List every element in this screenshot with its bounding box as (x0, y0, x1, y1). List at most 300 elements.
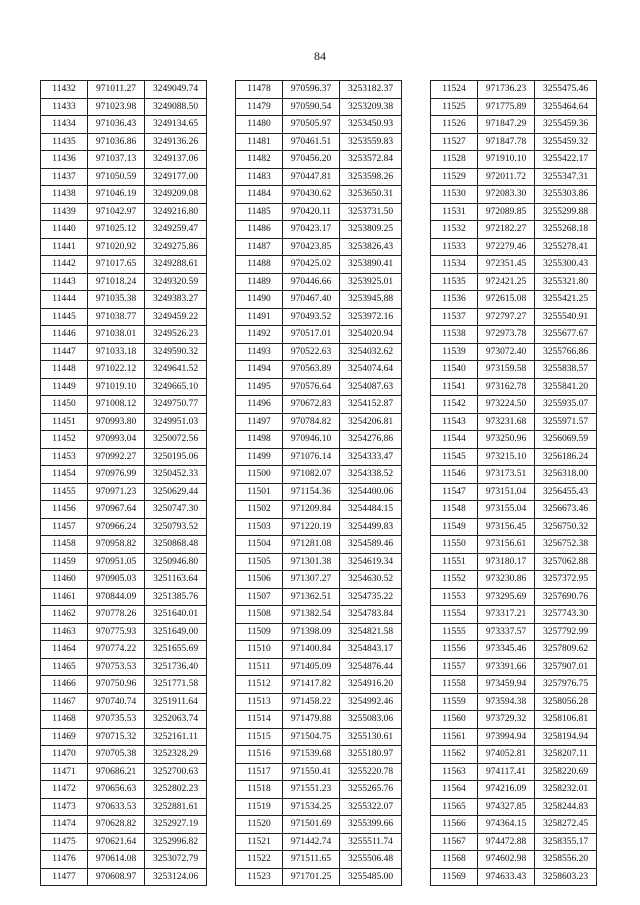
table-row (431, 151, 597, 169)
y-coordinate-cell: 3255130.61 (340, 728, 402, 746)
table-row (41, 151, 207, 169)
y-coordinate-cell: 3251163.64 (145, 571, 207, 589)
point-id-cell: 11547 (431, 483, 478, 501)
table-row (41, 728, 207, 746)
table-row (236, 81, 402, 99)
y-coordinate-cell: 3254020.94 (340, 326, 402, 344)
y-coordinate-cell: 3251771.58 (145, 676, 207, 694)
x-coordinate-cell: 971417.82 (283, 676, 340, 694)
x-coordinate-cell: 973391.66 (478, 658, 535, 676)
y-coordinate-cell: 3255971.57 (535, 413, 597, 431)
table-row (431, 728, 597, 746)
table-row (41, 676, 207, 694)
table-row (41, 501, 207, 519)
table-row (431, 623, 597, 641)
y-coordinate-cell: 3254087.63 (340, 378, 402, 396)
x-coordinate-cell: 973230.86 (478, 571, 535, 589)
table-row (41, 291, 207, 309)
point-id-cell: 11502 (236, 501, 283, 519)
x-coordinate-cell: 970750.96 (88, 676, 145, 694)
point-id-cell: 11557 (431, 658, 478, 676)
point-id-cell: 11569 (431, 868, 478, 886)
x-coordinate-cell: 971362.51 (283, 588, 340, 606)
y-coordinate-cell: 3253209.38 (340, 98, 402, 116)
table-row (236, 186, 402, 204)
point-id-cell: 11533 (431, 238, 478, 256)
point-id-cell: 11488 (236, 256, 283, 274)
x-coordinate-cell: 972973.78 (478, 326, 535, 344)
point-id-cell: 11465 (41, 658, 88, 676)
point-id-cell: 11555 (431, 623, 478, 641)
x-coordinate-cell: 970740.74 (88, 693, 145, 711)
point-id-cell: 11455 (41, 483, 88, 501)
y-coordinate-cell: 3255841.20 (535, 378, 597, 396)
table-row (236, 221, 402, 239)
table-row (41, 378, 207, 396)
y-coordinate-cell: 3254619.34 (340, 553, 402, 571)
x-coordinate-cell: 971501.69 (283, 816, 340, 834)
table-row (41, 781, 207, 799)
x-coordinate-cell: 973250.96 (478, 431, 535, 449)
table-row (431, 256, 597, 274)
x-coordinate-cell: 971046.19 (88, 186, 145, 204)
y-coordinate-cell: 3257372.95 (535, 571, 597, 589)
x-coordinate-cell: 970976.99 (88, 466, 145, 484)
point-id-cell: 11504 (236, 536, 283, 554)
coordinate-table-middle (235, 80, 402, 886)
point-id-cell: 11520 (236, 816, 283, 834)
point-id-cell: 11519 (236, 798, 283, 816)
x-coordinate-cell: 971301.38 (283, 553, 340, 571)
x-coordinate-cell: 971082.07 (283, 466, 340, 484)
x-coordinate-cell: 970778.26 (88, 606, 145, 624)
table-row (41, 816, 207, 834)
table-row (431, 518, 597, 536)
table-row (431, 291, 597, 309)
point-id-cell: 11496 (236, 396, 283, 414)
table-row (41, 553, 207, 571)
y-coordinate-cell: 3254589.46 (340, 536, 402, 554)
point-id-cell: 11564 (431, 781, 478, 799)
x-coordinate-cell: 972011.72 (478, 168, 535, 186)
table-row (236, 256, 402, 274)
point-id-cell: 11526 (431, 116, 478, 134)
y-coordinate-cell: 3253450.93 (340, 116, 402, 134)
y-coordinate-cell: 3256750.32 (535, 518, 597, 536)
x-coordinate-cell: 970596.37 (283, 81, 340, 99)
x-coordinate-cell: 971076.14 (283, 448, 340, 466)
x-coordinate-cell: 971038.01 (88, 326, 145, 344)
y-coordinate-cell: 3254843.17 (340, 641, 402, 659)
point-id-cell: 11490 (236, 291, 283, 309)
table-row (236, 116, 402, 134)
point-id-cell: 11521 (236, 833, 283, 851)
point-id-cell: 11516 (236, 746, 283, 764)
point-id-cell: 11441 (41, 238, 88, 256)
y-coordinate-cell: 3251649.00 (145, 623, 207, 641)
point-id-cell: 11539 (431, 343, 478, 361)
y-coordinate-cell: 3256455.43 (535, 483, 597, 501)
x-coordinate-cell: 973156.61 (478, 536, 535, 554)
y-coordinate-cell: 3249275.86 (145, 238, 207, 256)
x-coordinate-cell: 971209.84 (283, 501, 340, 519)
y-coordinate-cell: 3255485.00 (340, 868, 402, 886)
table-row (431, 501, 597, 519)
table-row (236, 378, 402, 396)
table-row (236, 273, 402, 291)
point-id-cell: 11461 (41, 588, 88, 606)
y-coordinate-cell: 3258244.83 (535, 798, 597, 816)
x-coordinate-cell: 971025.12 (88, 221, 145, 239)
y-coordinate-cell: 3258106.81 (535, 711, 597, 729)
x-coordinate-cell: 970951.05 (88, 553, 145, 571)
y-coordinate-cell: 3249590.32 (145, 343, 207, 361)
x-coordinate-cell: 971398.09 (283, 623, 340, 641)
x-coordinate-cell: 971017.65 (88, 256, 145, 274)
point-id-cell: 11514 (236, 711, 283, 729)
table-row (41, 326, 207, 344)
x-coordinate-cell: 971036.43 (88, 116, 145, 134)
y-coordinate-cell: 3250195.06 (145, 448, 207, 466)
table-row (41, 238, 207, 256)
x-coordinate-cell: 970430.62 (283, 186, 340, 204)
x-coordinate-cell: 971020.92 (88, 238, 145, 256)
point-id-cell: 11444 (41, 291, 88, 309)
y-coordinate-cell: 3249526.23 (145, 326, 207, 344)
x-coordinate-cell: 970993.04 (88, 431, 145, 449)
y-coordinate-cell: 3258194.94 (535, 728, 597, 746)
point-id-cell: 11567 (431, 833, 478, 851)
table-row (431, 781, 597, 799)
x-coordinate-cell: 970992.27 (88, 448, 145, 466)
x-coordinate-cell: 972421.25 (478, 273, 535, 291)
x-coordinate-cell: 971504.75 (283, 728, 340, 746)
point-id-cell: 11559 (431, 693, 478, 711)
table-row (431, 676, 597, 694)
x-coordinate-cell: 971550.41 (283, 763, 340, 781)
x-coordinate-cell: 973156.45 (478, 518, 535, 536)
point-id-cell: 11433 (41, 98, 88, 116)
point-id-cell: 11515 (236, 728, 283, 746)
point-id-cell: 11443 (41, 273, 88, 291)
y-coordinate-cell: 3255766.86 (535, 343, 597, 361)
x-coordinate-cell: 971037.13 (88, 151, 145, 169)
y-coordinate-cell: 3258232.01 (535, 781, 597, 799)
table-row (431, 186, 597, 204)
point-id-cell: 11456 (41, 501, 88, 519)
point-id-cell: 11550 (431, 536, 478, 554)
x-coordinate-cell: 972182.27 (478, 221, 535, 239)
point-id-cell: 11482 (236, 151, 283, 169)
table-row (236, 763, 402, 781)
point-id-cell: 11494 (236, 361, 283, 379)
y-coordinate-cell: 3258355.17 (535, 833, 597, 851)
table-row (236, 483, 402, 501)
y-coordinate-cell: 3249288.61 (145, 256, 207, 274)
x-coordinate-cell: 970456.20 (283, 151, 340, 169)
x-coordinate-cell: 971281.08 (283, 536, 340, 554)
x-coordinate-cell: 970958.82 (88, 536, 145, 554)
y-coordinate-cell: 3255347.31 (535, 168, 597, 186)
point-id-cell: 11532 (431, 221, 478, 239)
y-coordinate-cell: 3253826.43 (340, 238, 402, 256)
x-coordinate-cell: 974052.81 (478, 746, 535, 764)
table-row (431, 98, 597, 116)
x-coordinate-cell: 971154.36 (283, 483, 340, 501)
x-coordinate-cell: 970715.32 (88, 728, 145, 746)
x-coordinate-cell: 971511.65 (283, 851, 340, 869)
y-coordinate-cell: 3256069.59 (535, 431, 597, 449)
point-id-cell: 11508 (236, 606, 283, 624)
x-coordinate-cell: 970467.40 (283, 291, 340, 309)
table-row (236, 168, 402, 186)
table-row (431, 273, 597, 291)
y-coordinate-cell: 3249088.50 (145, 98, 207, 116)
table-row (431, 133, 597, 151)
y-coordinate-cell: 3254499.83 (340, 518, 402, 536)
point-id-cell: 11545 (431, 448, 478, 466)
table-row (431, 693, 597, 711)
point-id-cell: 11458 (41, 536, 88, 554)
y-coordinate-cell: 3249320.59 (145, 273, 207, 291)
x-coordinate-cell: 970753.53 (88, 658, 145, 676)
point-id-cell: 11524 (431, 81, 478, 99)
table-row (236, 816, 402, 834)
table-row (236, 98, 402, 116)
y-coordinate-cell: 3250868.48 (145, 536, 207, 554)
x-coordinate-cell: 971479.88 (283, 711, 340, 729)
table-row (41, 588, 207, 606)
x-coordinate-cell: 972351.45 (478, 256, 535, 274)
x-coordinate-cell: 970628.82 (88, 816, 145, 834)
table-row (41, 658, 207, 676)
point-id-cell: 11509 (236, 623, 283, 641)
table-row (236, 361, 402, 379)
table-row (41, 641, 207, 659)
table-row (431, 851, 597, 869)
x-coordinate-cell: 970461.51 (283, 133, 340, 151)
table-row (41, 606, 207, 624)
point-id-cell: 11553 (431, 588, 478, 606)
point-id-cell: 11468 (41, 711, 88, 729)
point-id-cell: 11510 (236, 641, 283, 659)
point-id-cell: 11480 (236, 116, 283, 134)
table-row (431, 81, 597, 99)
y-coordinate-cell: 3254152.87 (340, 396, 402, 414)
y-coordinate-cell: 3256673.46 (535, 501, 597, 519)
y-coordinate-cell: 3251911.64 (145, 693, 207, 711)
x-coordinate-cell: 971008.12 (88, 396, 145, 414)
x-coordinate-cell: 971050.59 (88, 168, 145, 186)
y-coordinate-cell: 3255540.91 (535, 308, 597, 326)
y-coordinate-cell: 3253124.06 (145, 868, 207, 886)
y-coordinate-cell: 3249459.22 (145, 308, 207, 326)
table-row (236, 413, 402, 431)
x-coordinate-cell: 971458.22 (283, 693, 340, 711)
x-coordinate-cell: 973162.78 (478, 378, 535, 396)
point-id-cell: 11469 (41, 728, 88, 746)
table-row (41, 81, 207, 99)
x-coordinate-cell: 970775.93 (88, 623, 145, 641)
table-row (236, 466, 402, 484)
y-coordinate-cell: 3258272.45 (535, 816, 597, 834)
x-coordinate-cell: 970993.80 (88, 413, 145, 431)
x-coordinate-cell: 972089.85 (478, 203, 535, 221)
x-coordinate-cell: 972279.46 (478, 238, 535, 256)
table-row (236, 448, 402, 466)
x-coordinate-cell: 970705.38 (88, 746, 145, 764)
point-id-cell: 11476 (41, 851, 88, 869)
table-row (431, 746, 597, 764)
y-coordinate-cell: 3249049.74 (145, 81, 207, 99)
x-coordinate-cell: 971022.12 (88, 361, 145, 379)
point-id-cell: 11499 (236, 448, 283, 466)
table-row (41, 466, 207, 484)
x-coordinate-cell: 973072.40 (478, 343, 535, 361)
table-row (41, 868, 207, 886)
x-coordinate-cell: 970686.21 (88, 763, 145, 781)
y-coordinate-cell: 3257792.99 (535, 623, 597, 641)
point-id-cell: 11512 (236, 676, 283, 694)
x-coordinate-cell: 973180.17 (478, 553, 535, 571)
y-coordinate-cell: 3256318.00 (535, 466, 597, 484)
point-id-cell: 11554 (431, 606, 478, 624)
y-coordinate-cell: 3254276.86 (340, 431, 402, 449)
y-coordinate-cell: 3249641.52 (145, 361, 207, 379)
table-row (41, 361, 207, 379)
x-coordinate-cell: 970656.63 (88, 781, 145, 799)
y-coordinate-cell: 3253972.16 (340, 308, 402, 326)
y-coordinate-cell: 3256752.38 (535, 536, 597, 554)
x-coordinate-cell: 974117.41 (478, 763, 535, 781)
point-id-cell: 11439 (41, 203, 88, 221)
y-coordinate-cell: 3250793.52 (145, 518, 207, 536)
point-id-cell: 11500 (236, 466, 283, 484)
y-coordinate-cell: 3252328.29 (145, 746, 207, 764)
y-coordinate-cell: 3254630.52 (340, 571, 402, 589)
point-id-cell: 11527 (431, 133, 478, 151)
y-coordinate-cell: 3250946.80 (145, 553, 207, 571)
table-row (431, 221, 597, 239)
x-coordinate-cell: 973594.38 (478, 693, 535, 711)
x-coordinate-cell: 973729.32 (478, 711, 535, 729)
y-coordinate-cell: 3254821.58 (340, 623, 402, 641)
table-row (236, 676, 402, 694)
x-coordinate-cell: 971220.19 (283, 518, 340, 536)
point-id-cell: 11449 (41, 378, 88, 396)
x-coordinate-cell: 971019.10 (88, 378, 145, 396)
x-coordinate-cell: 970590.54 (283, 98, 340, 116)
x-coordinate-cell: 970505.97 (283, 116, 340, 134)
table-row (236, 238, 402, 256)
table-row (431, 536, 597, 554)
y-coordinate-cell: 3252996.82 (145, 833, 207, 851)
y-coordinate-cell: 3255278.41 (535, 238, 597, 256)
x-coordinate-cell: 974602.98 (478, 851, 535, 869)
table-row (431, 711, 597, 729)
point-id-cell: 11495 (236, 378, 283, 396)
y-coordinate-cell: 3255180.97 (340, 746, 402, 764)
y-coordinate-cell: 3258220.69 (535, 763, 597, 781)
y-coordinate-cell: 3254400.06 (340, 483, 402, 501)
table-row (236, 151, 402, 169)
table-row (236, 308, 402, 326)
page-number: 84 (314, 49, 326, 63)
point-id-cell: 11558 (431, 676, 478, 694)
y-coordinate-cell: 3249134.65 (145, 116, 207, 134)
y-coordinate-cell: 3252881.61 (145, 798, 207, 816)
table-row (41, 798, 207, 816)
x-coordinate-cell: 970735.53 (88, 711, 145, 729)
table-row (431, 431, 597, 449)
table-row (431, 763, 597, 781)
point-id-cell: 11491 (236, 308, 283, 326)
y-coordinate-cell: 3253890.41 (340, 256, 402, 274)
point-id-cell: 11549 (431, 518, 478, 536)
point-id-cell: 11565 (431, 798, 478, 816)
x-coordinate-cell: 971701.25 (283, 868, 340, 886)
point-id-cell: 11437 (41, 168, 88, 186)
table-row (236, 623, 402, 641)
y-coordinate-cell: 3251385.76 (145, 588, 207, 606)
y-coordinate-cell: 3255268.18 (535, 221, 597, 239)
y-coordinate-cell: 3256186.24 (535, 448, 597, 466)
point-id-cell: 11460 (41, 571, 88, 589)
y-coordinate-cell: 3255506.48 (340, 851, 402, 869)
x-coordinate-cell: 973159.58 (478, 361, 535, 379)
x-coordinate-cell: 974472.88 (478, 833, 535, 851)
x-coordinate-cell: 970425.02 (283, 256, 340, 274)
table-row (41, 308, 207, 326)
x-coordinate-cell: 973459.94 (478, 676, 535, 694)
point-id-cell: 11486 (236, 221, 283, 239)
table-row (41, 221, 207, 239)
point-id-cell: 11531 (431, 203, 478, 221)
y-coordinate-cell: 3257976.75 (535, 676, 597, 694)
point-id-cell: 11454 (41, 466, 88, 484)
x-coordinate-cell: 971736.23 (478, 81, 535, 99)
table-row (236, 658, 402, 676)
y-coordinate-cell: 3249383.27 (145, 291, 207, 309)
y-coordinate-cell: 3254032.62 (340, 343, 402, 361)
y-coordinate-cell: 3254333.47 (340, 448, 402, 466)
y-coordinate-cell: 3254783.84 (340, 606, 402, 624)
y-coordinate-cell: 3258056.28 (535, 693, 597, 711)
table-row (41, 746, 207, 764)
point-id-cell: 11528 (431, 151, 478, 169)
y-coordinate-cell: 3249137.06 (145, 151, 207, 169)
y-coordinate-cell: 3257690.76 (535, 588, 597, 606)
point-id-cell: 11540 (431, 361, 478, 379)
y-coordinate-cell: 3253598.26 (340, 168, 402, 186)
point-id-cell: 11530 (431, 186, 478, 204)
point-id-cell: 11498 (236, 431, 283, 449)
y-coordinate-cell: 3253809.25 (340, 221, 402, 239)
table-row (431, 833, 597, 851)
y-coordinate-cell: 3252802.23 (145, 781, 207, 799)
x-coordinate-cell: 970446.66 (283, 273, 340, 291)
point-id-cell: 11522 (236, 851, 283, 869)
point-id-cell: 11487 (236, 238, 283, 256)
table-row (431, 466, 597, 484)
table-row (41, 133, 207, 151)
table-row (431, 326, 597, 344)
y-coordinate-cell: 3251655.69 (145, 641, 207, 659)
x-coordinate-cell: 970420.11 (283, 203, 340, 221)
y-coordinate-cell: 3249209.08 (145, 186, 207, 204)
y-coordinate-cell: 3254916.20 (340, 676, 402, 694)
point-id-cell: 11448 (41, 361, 88, 379)
